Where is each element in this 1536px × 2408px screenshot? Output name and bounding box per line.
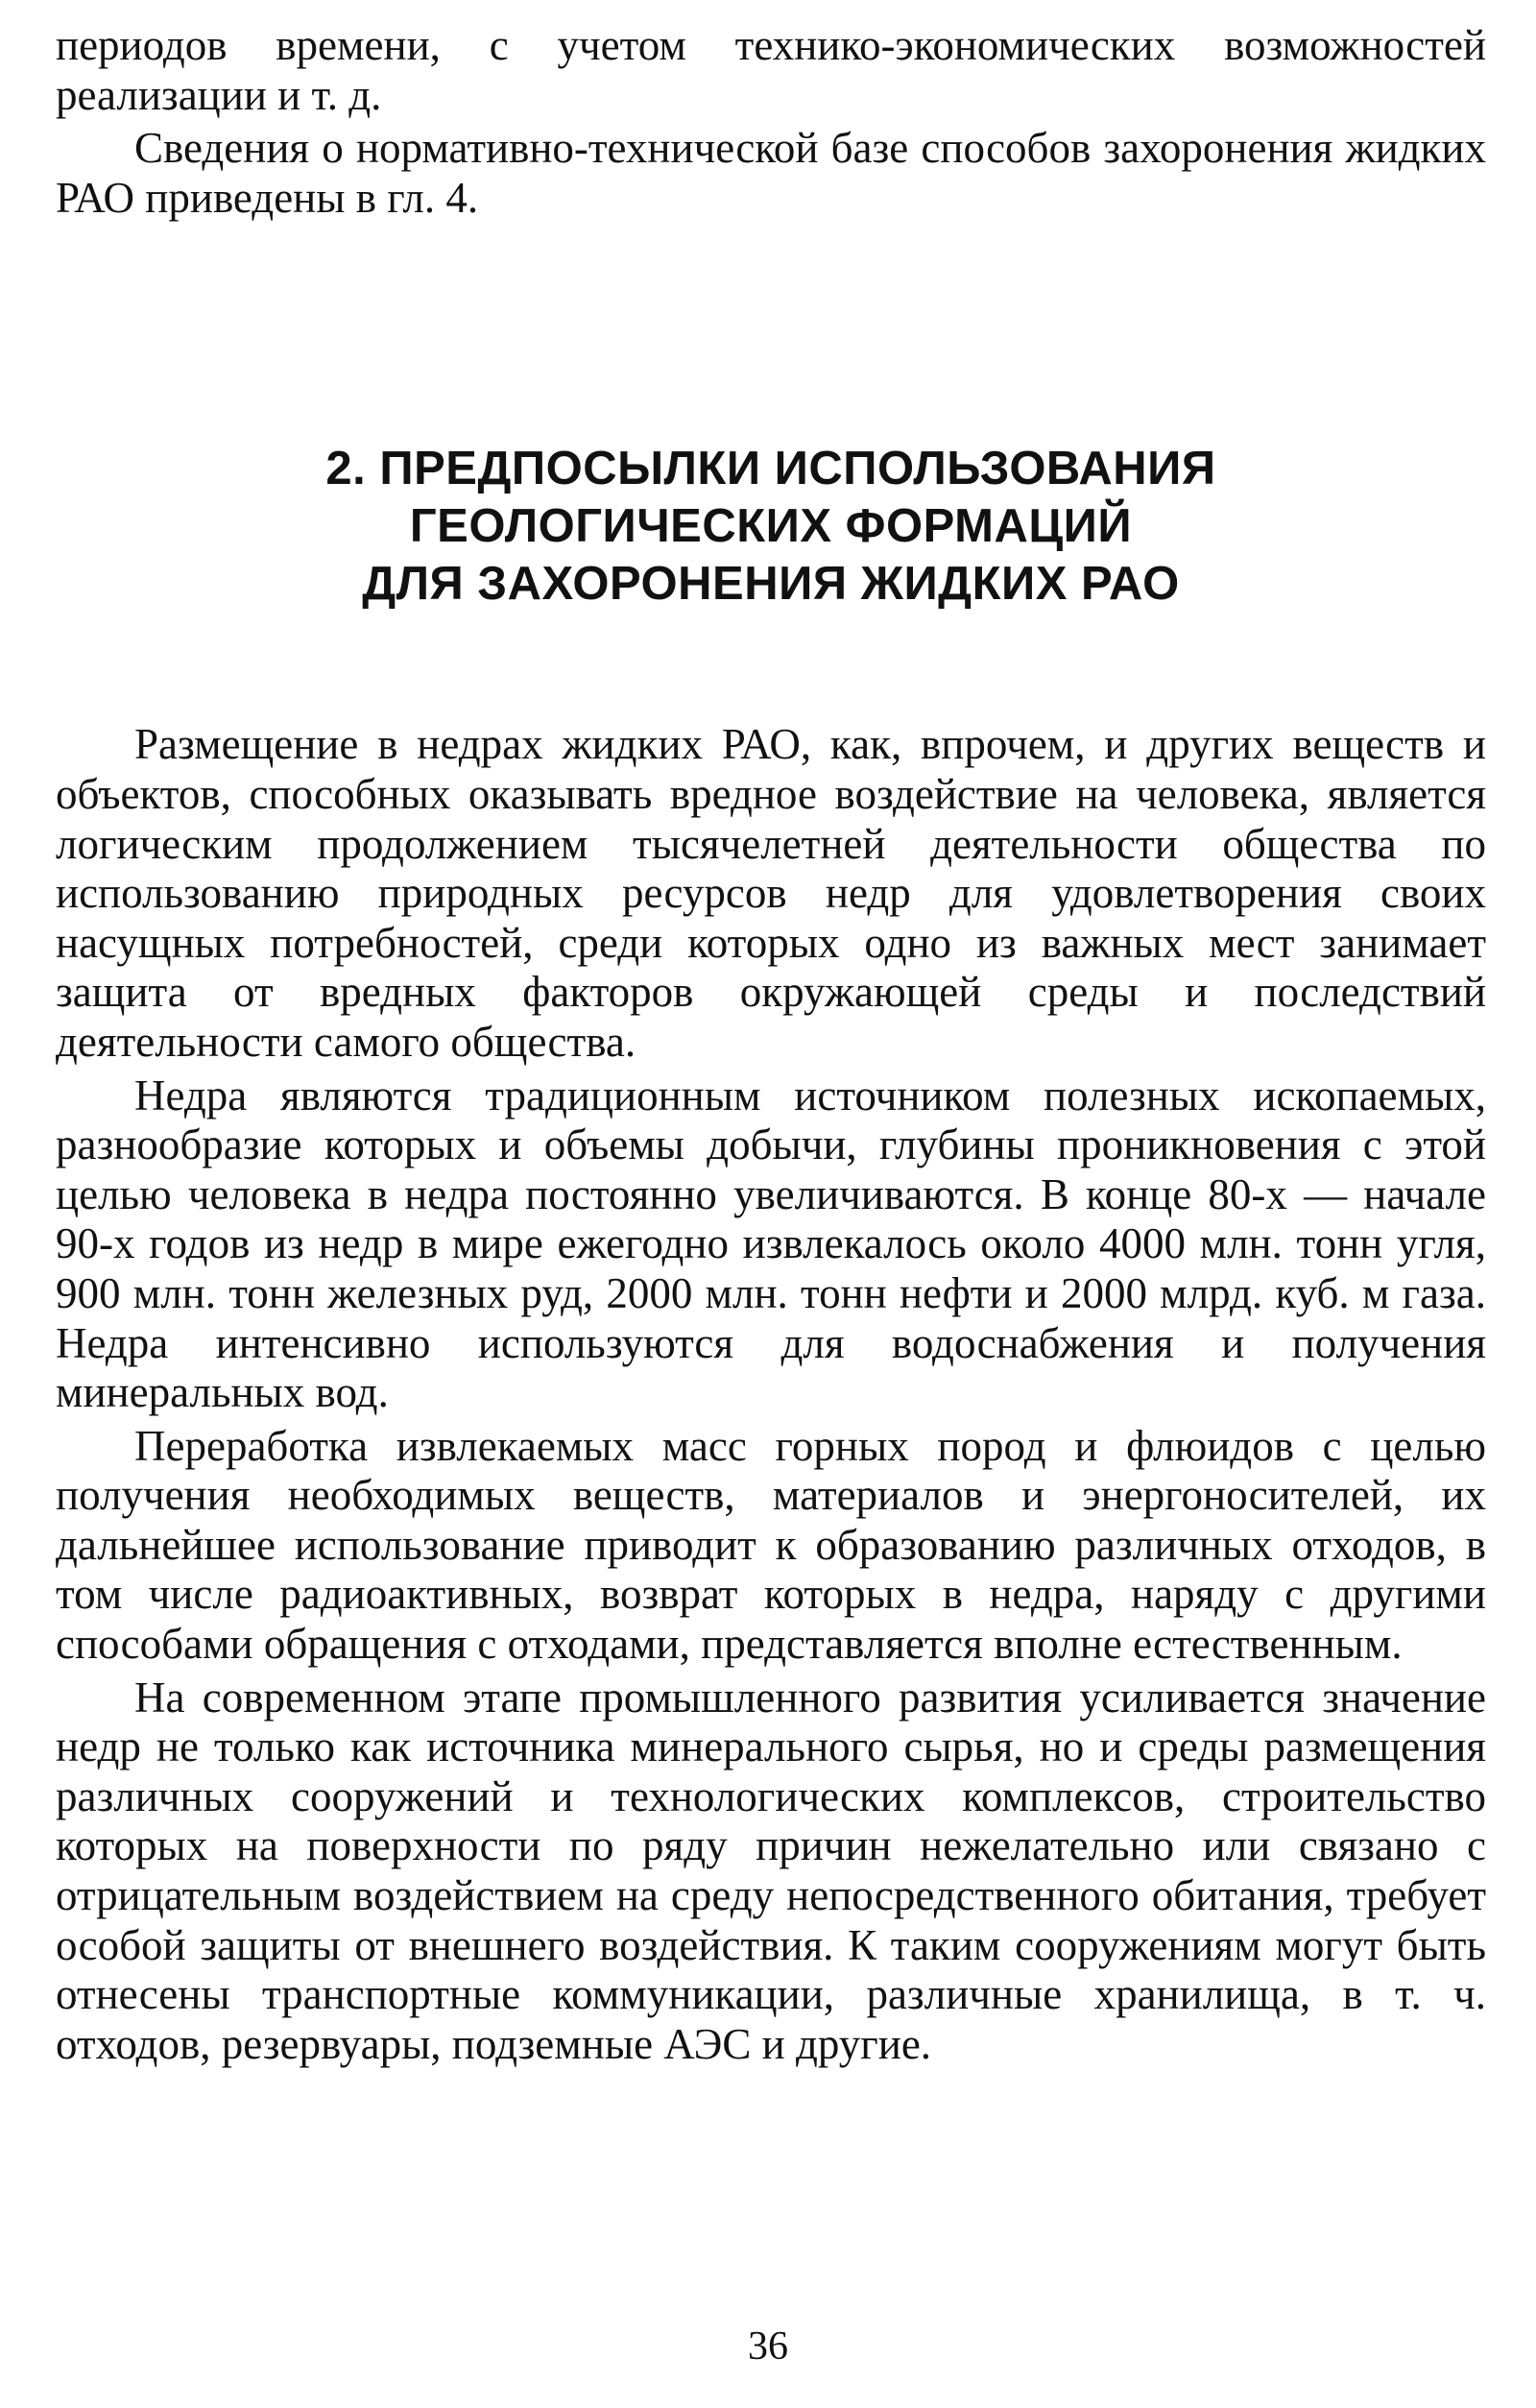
body-paragraph: Недра являются традиционным источником полезных ископаемых, разнообразие которых и объемы добычи, глубины проникновения с этой целью человека в недра постоянно увеличиваются. В конце 80-х — начале 90-х годов из недр в мире ежегодно извлекалось около 4000 млн. тонн угля, 900 млн. тонн железных руд, 2000 млн. тонн нефти и 2000 млрд. куб. м газа. Недра интенсивно используются для водоснабжения и получения минеральных вод. xyxy=(56,1071,1486,1417)
body-paragraph: На современном этапе промышленного развития усиливается значение недр не только как источника минерального сырья, но и среды размещения различных сооружений и технологических комплексов, строительство которых на поверхности по ряду причин нежелательно или связано с отрицательным воздействием на среду непосредственного обитания, требует особой защиты от внешнего воздействия. К таким сооружениям могут быть отнесены транспортные коммуникации, различные хранилища, в т. ч. отходов, резервуары, подземные АЭС и другие. xyxy=(56,1673,1486,2068)
section-body xyxy=(56,720,1486,2069)
reference-note: Сведения о нормативно-технической базе способов захоронения жидких РАО приведены в гл. 4. xyxy=(56,124,1486,222)
section-heading xyxy=(56,440,1486,613)
book-page xyxy=(56,21,1486,2069)
page-number: 36 xyxy=(748,2324,788,2369)
body-paragraph: Размещение в недрах жидких РАО, как, впрочем, и других веществ и объектов, способных оказывать вредное воздействие на человека, является логическим продолжением тысячелетней деятельности общества по использованию природных ресурсов недр для удовлетворения своих насущных потребностей, среди которых одно из важных мест занимает защита от вредных факторов окружающей среды и последствий деятельности самого общества. xyxy=(56,720,1486,1066)
body-paragraph: Переработка извлекаемых масс горных пород и флюидов с целью получения необходимых веществ, материалов и энергоносителей, их дальнейшее использование приводит к образованию различных отходов, в том числе радиоактивных, возврат которых в недра, наряду с другими способами обращения с отходами, представляется вполне естественным. xyxy=(56,1421,1486,1669)
section-heading-line: ГЕОЛОГИЧЕСКИХ ФОРМАЦИЙ xyxy=(409,500,1133,553)
section-heading-line: ДЛЯ ЗАХОРОНЕНИЯ ЖИДКИХ РАО xyxy=(362,558,1180,611)
continuation-text: периодов времени, с учетом технико-экономических возможностей реализации и т. д. xyxy=(56,21,1486,119)
section-heading-line: 2. ПРЕДПОСЫЛКИ ИСПОЛЬЗОВАНИЯ xyxy=(325,443,1216,495)
